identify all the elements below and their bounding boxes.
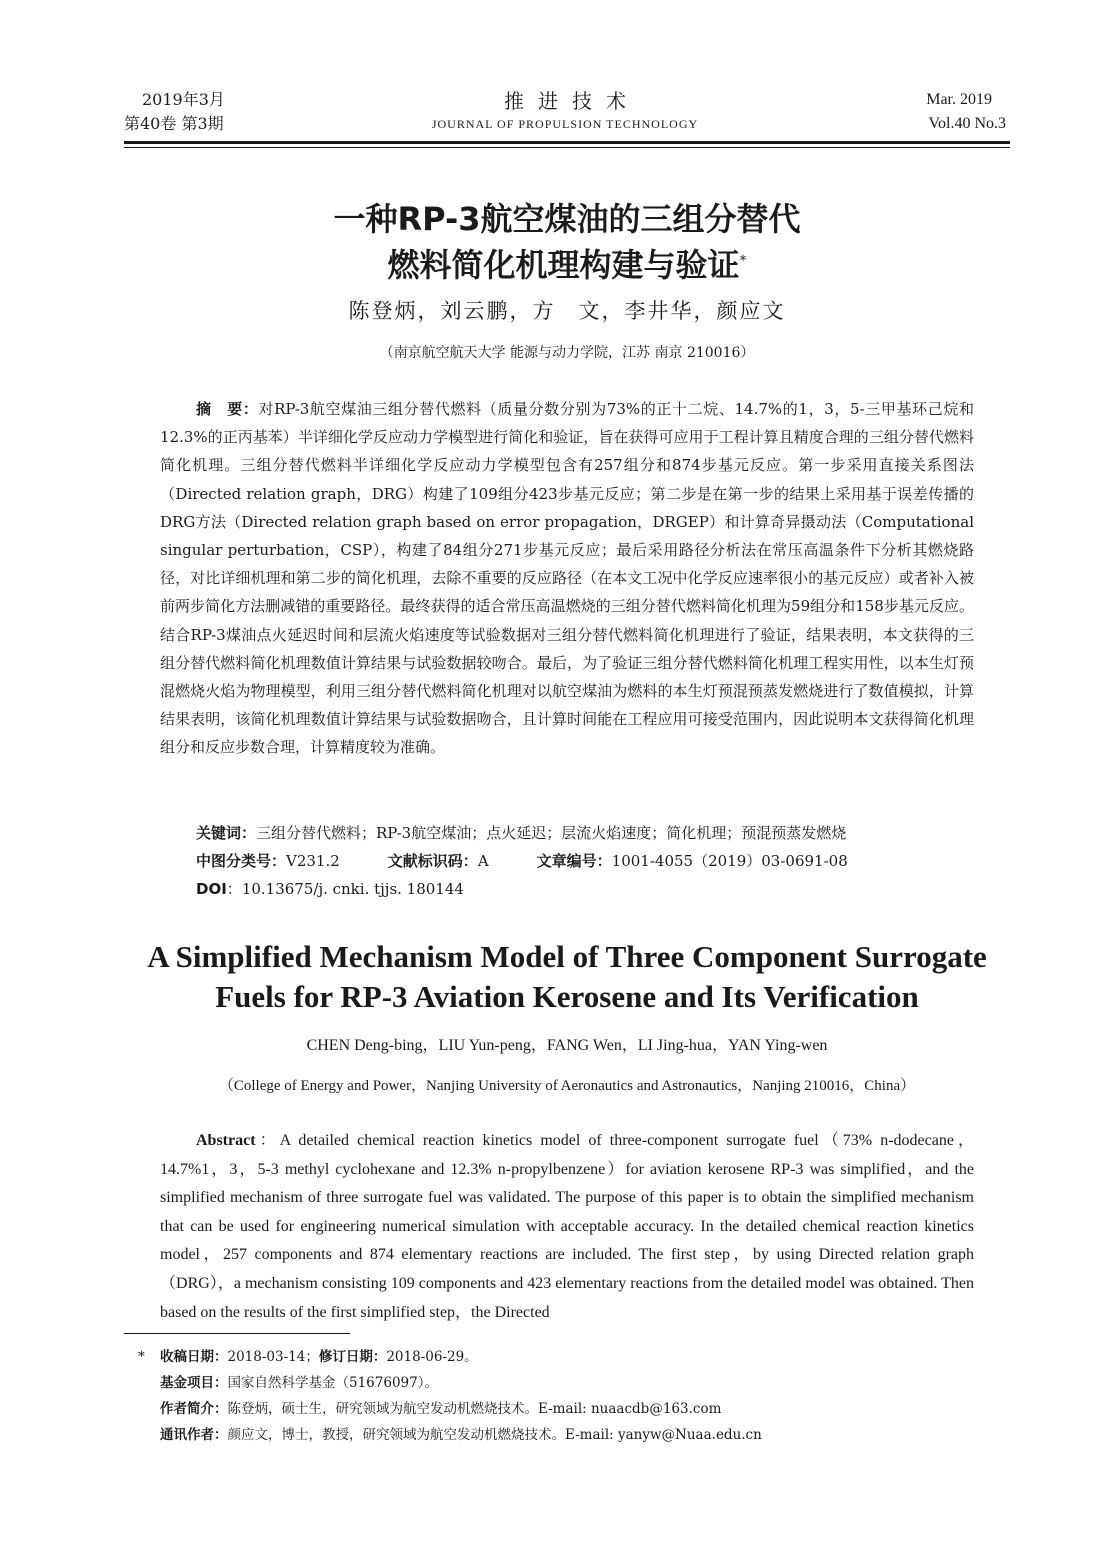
abstract-cn-label: 摘 要： <box>196 400 259 418</box>
header-volume-cn: 第40卷 第3期 <box>124 114 224 133</box>
doi-label: DOI <box>196 880 227 898</box>
affiliation-en: （College of Energy and Power，Nanjing University of Aeronautics and Astronautics，Nanjing 210016，China） <box>218 1078 916 1094</box>
abstract-cn-text: 对RP-3航空煤油三组分替代燃料（质量分数分别为73%的正十二烷、14.7%的1，3，5-三甲基环己烷和12.3%的正丙基苯）半详细化学反应动力学模型进行简化和验证，旨在获得可应用于工程计算且精度合理的三组分替代燃料简化机理。三组分替代燃料半详细化学反应动力学模型包含有257组分和874步基元反应。第一步采用直接关系图法（Directed relation graph，DRG）构建了109组分423步基元反应；第二步是在第一步的结果上采用基于误差传播的DRG方法（Directed relation graph based on error propagation，DRGEP）和计算奇异摄动法（Computational singular perturbation，CSP），构建了84组分271步基元反应；最后采用路径分析法在常压高温条件下分析其燃烧路径，对比详细机理和第二步的简化机理，去除不重要的反应路径（在本文工况中化学反应速率很小的基元反应）或者补入被前两步简化方法删减错的重要路径。最终获得的适合常压高温燃烧的三组分替代燃料简化机理为59组分和158步基元反应。结合RP-3煤油点火延迟时间和层流火焰速度等试验数据对三组分替代燃料简化机理进行了验证，结果表明，本文获得的三组分替代燃料简化机理数值计算结果与试验数据较吻合。最后，为了验证三组分替代燃料简化机理工程实用性，以本生灯预混燃烧火焰为物理模型，利用三组分替代燃料简化机理对以航空煤油为燃料的本生灯预混预蒸发燃烧进行了数值模拟，计算结果表明，该简化机理数值计算结果与试验数据吻合，且计算时间能在工程应用可接受范围内，因此说明本文获得简化机理组分和反应步数合理，计算精度较为准确。 <box>160 400 974 757</box>
fund-label: 基金项目： <box>160 1375 228 1391</box>
footnote-star: * <box>138 1349 145 1365</box>
received-label: 收稿日期： <box>160 1349 228 1365</box>
doi-value: 10.13675/j. cnki. tjjs. 180144 <box>241 880 464 898</box>
title-footnote-mark: * <box>739 253 747 269</box>
header-date-en: Mar. 2019 <box>926 91 992 108</box>
footnote-rule <box>124 1333 350 1334</box>
journal-name-cn: 推进技术 <box>504 89 640 113</box>
header-rule-thin <box>124 147 1010 148</box>
footnote-fund <box>138 1370 998 1396</box>
footnote-corresponding <box>138 1422 998 1448</box>
article-number-value: 1001-4055（2019）03-0691-08 <box>611 852 848 870</box>
article-number-label: 文章编号： <box>536 852 612 870</box>
doi-separator: ： <box>226 880 242 898</box>
abstract-en-label: Abstract <box>196 1132 256 1149</box>
abstract-en <box>160 1127 974 1327</box>
corresponding-value: 颜应文，博士，教授，研究领域为航空发动机燃烧技术。E-mail: yanyw@Nuaa.edu.cn <box>227 1427 762 1443</box>
doc-code-value: A <box>477 852 489 870</box>
header-rule-thick <box>124 141 1010 144</box>
title-en-line1: A Simplified Mechanism Model of Three Component Surrogate <box>147 939 987 974</box>
clc-label: 中图分类号： <box>196 852 287 870</box>
fund-value: 国家自然科学基金（51676097）。 <box>227 1375 438 1391</box>
author-bio-value: 陈登炳，硕士生，研究领域为航空发动机燃烧技术。E-mail: nuaacdb@163.com <box>227 1401 722 1417</box>
doc-code-label: 文献标识码： <box>387 852 478 870</box>
title-cn <box>124 196 1010 288</box>
running-header <box>124 88 1006 138</box>
received-value: 2018-03-14； <box>227 1349 319 1365</box>
classification-line <box>160 847 1010 875</box>
header-journal <box>124 88 1006 134</box>
authors-cn: 陈登炳，刘云鹏，方 文，李井华，颜应文 <box>348 299 786 323</box>
abstract-cn <box>160 395 974 762</box>
header-issue-en <box>926 88 1006 136</box>
keywords-cn <box>160 819 1010 847</box>
keywords-label: 关键词： <box>196 824 257 842</box>
clc-value: V231.2 <box>286 852 340 870</box>
title-en <box>124 937 1010 1017</box>
author-bio-label: 作者简介： <box>160 1401 228 1417</box>
authors-en: CHEN Deng-bing，LIU Yun-peng，FANG Wen，LI Jing-hua，YAN Ying-wen <box>306 1037 828 1054</box>
abstract-en-text: A detailed chemical reaction kinetics model of three-component surrogate fuel（73% n-dodecane，14.7%1，3，5-3 methyl cyclohexane and 12.3% n-propylbenzene）for aviation kerosene RP-3 was simplified，and the simplified mechanism of three surrogate fuel was validated. The purpose of this paper is to obtain the simplified mechanism that can be used for engineering numerical simulation with acceptable accuracy. In the detailed chemical reaction kinetics model，257 components and 874 elementary reactions are included. The first step，by using Directed relation graph（DRG），a mechanism consisting 109 components and 423 elementary reactions from the detailed model was obtained. Then based on the results of the first simplified step，the Directed <box>160 1132 974 1321</box>
title-cn-line1: 一种RP-3航空煤油的三组分替代 <box>333 200 801 238</box>
revised-label: 修订日期： <box>318 1349 387 1365</box>
footnote-dates <box>138 1344 998 1370</box>
footnote-author <box>138 1396 998 1422</box>
title-en-line2: Fuels for RP-3 Aviation Kerosene and Its Verification <box>215 979 919 1014</box>
header-date-cn: 2019年3月 <box>142 90 225 109</box>
abstract-en-separator: ： <box>255 1132 280 1149</box>
corresponding-label: 通讯作者： <box>160 1427 228 1443</box>
doi-line <box>160 875 1010 903</box>
header-volume-en: Vol.40 No.3 <box>928 115 1006 132</box>
affiliation-cn: （南京航空航天大学 能源与动力学院，江苏 南京 210016） <box>379 345 755 361</box>
title-cn-line2: 燃料简化机理构建与验证 <box>387 246 740 284</box>
keywords-text: 三组分替代燃料；RP-3航空煤油；点火延迟；层流火焰速度；简化机理；预混预蒸发燃烧 <box>256 824 847 842</box>
revised-value: 2018-06-29。 <box>386 1349 478 1365</box>
journal-name-en: JOURNAL OF PROPULSION TECHNOLOGY <box>431 117 699 131</box>
